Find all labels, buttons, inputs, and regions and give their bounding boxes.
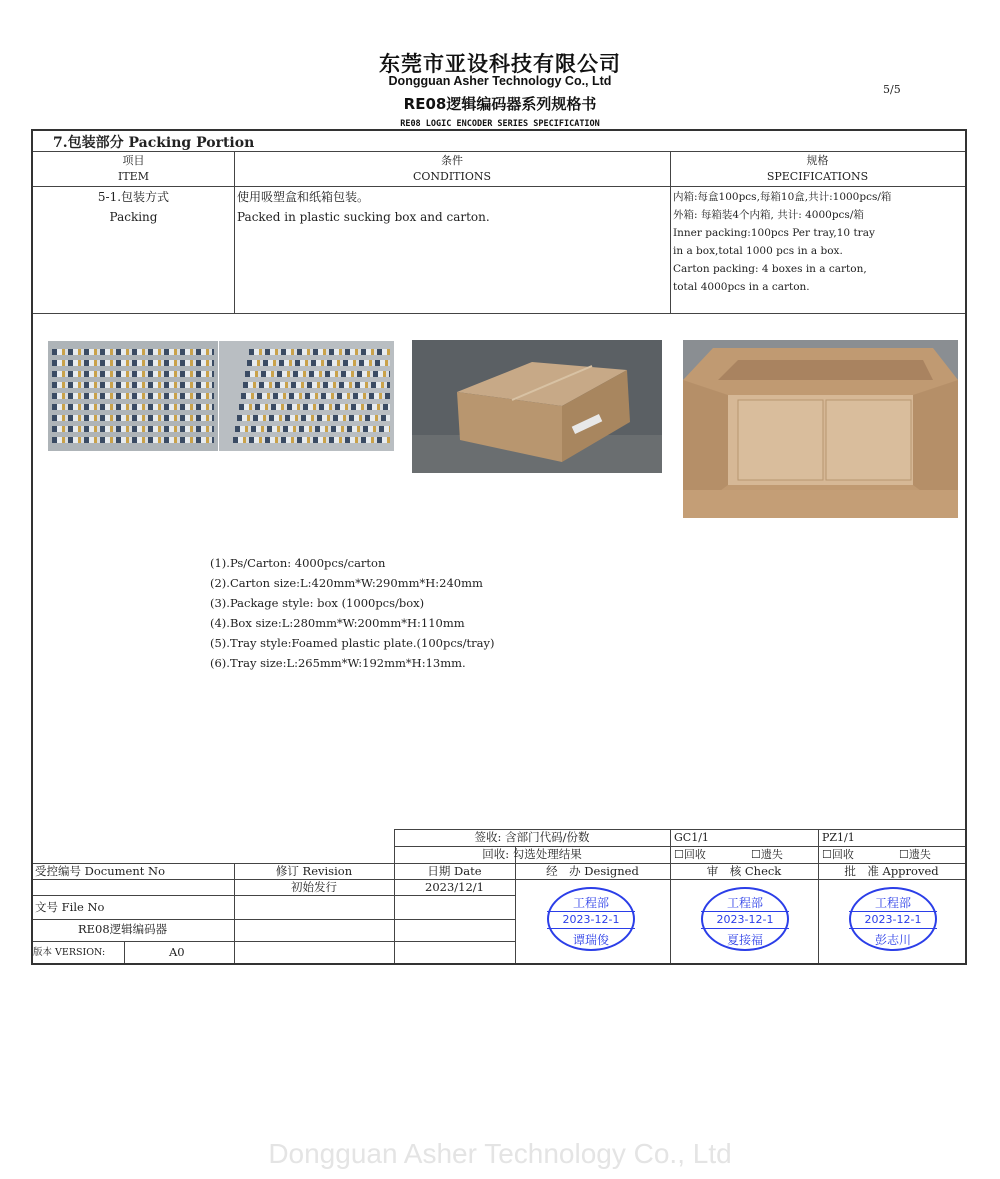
tray-photo-2	[219, 341, 394, 451]
stamp-date: 2023-12-1	[716, 913, 774, 926]
approved-stamp	[849, 887, 937, 951]
spec-table	[31, 129, 967, 965]
stamp-date: 2023-12-1	[864, 913, 922, 926]
spec-line: 内箱:每盒100pcs,每箱10盒,共计:1000pcs/箱	[673, 191, 892, 203]
stamp-name: 彭志川	[874, 933, 911, 947]
pz-recycle-checkbox[interactable]: ☐回收	[822, 848, 854, 861]
divider	[670, 829, 671, 963]
date-value: 2023/12/1	[425, 880, 484, 894]
designed-label: 经 办 Designed	[546, 864, 639, 878]
divider	[818, 829, 819, 963]
packing-note: (5).Tray style:Foamed plastic plate.(100pcs/tray)	[210, 636, 495, 650]
approved-label: 批 准 Approved	[844, 864, 939, 878]
file-no-value: RE08逻辑编码器	[78, 922, 168, 936]
stamp-dept: 工程部	[572, 896, 609, 910]
company-name-cn: 东莞市亚设科技有限公司	[379, 52, 621, 76]
divider	[124, 941, 125, 963]
document-no-label: 受控编号 Document No	[35, 864, 166, 878]
divider	[33, 895, 515, 896]
recycle-label: 回收: 勾选处理结果	[482, 847, 582, 861]
stamp-dept: 工程部	[726, 896, 763, 910]
company-name-en: Dongguan Asher Technology Co., Ltd	[388, 74, 612, 88]
pz-code: PZ1/1	[822, 831, 855, 844]
stamp-date: 2023-12-1	[562, 913, 620, 926]
spec-line: total 4000pcs in a carton.	[673, 281, 810, 293]
packing-note: (4).Box size:L:280mm*W:200mm*H:110mm	[210, 616, 465, 630]
check-label: 审 核 Check	[706, 864, 782, 878]
spec-line: in a box,total 1000 pcs in a box.	[673, 245, 843, 257]
gc-recycle-checkbox[interactable]: ☐回收	[674, 848, 706, 861]
watermark: Dongguan Asher Technology Co., Ltd	[268, 1138, 732, 1169]
col-item-en: ITEM	[118, 170, 149, 183]
packing-note: (2).Carton size:L:420mm*W:290mm*H:240mm	[210, 576, 483, 590]
divider	[33, 186, 965, 187]
col-conditions-cn: 条件	[441, 154, 463, 167]
sign-label: 签收: 含部门代码/份数	[474, 830, 590, 844]
closed-carton-photo	[412, 340, 662, 473]
designed-stamp	[547, 887, 635, 951]
spec-line: 外箱: 每箱装4个内箱, 共计: 4000pcs/箱	[673, 209, 864, 221]
file-no-label: 文号 File No	[35, 900, 105, 914]
section-title: 7.包装部分 Packing Portion	[53, 135, 255, 151]
open-carton-photo	[683, 340, 958, 518]
divider	[33, 151, 965, 152]
divider	[515, 846, 516, 963]
packing-note: (1).Ps/Carton: 4000pcs/carton	[210, 556, 386, 570]
gc-lost-checkbox[interactable]: ☐遗失	[751, 848, 783, 861]
divider	[33, 919, 515, 920]
pz-lost-checkbox[interactable]: ☐遗失	[899, 848, 931, 861]
stamp-name: 谭瑞俊	[572, 933, 609, 947]
spec-line: Inner packing:100pcs Per tray,10 tray	[673, 227, 875, 239]
col-item-cn: 项目	[122, 154, 145, 167]
stamp-dept: 工程部	[874, 896, 911, 910]
date-label: 日期 Date	[427, 864, 482, 878]
packing-note: (6).Tray size:L:265mm*W:192mm*H:13mm.	[210, 656, 466, 670]
gc-code: GC1/1	[674, 831, 709, 844]
divider	[234, 863, 235, 963]
spec-line: Carton packing: 4 boxes in a carton,	[673, 263, 867, 275]
divider	[33, 879, 965, 880]
item-packing-en: Packing	[109, 210, 158, 224]
page-number: 5/5	[883, 83, 901, 96]
check-stamp	[701, 887, 789, 951]
divider	[33, 941, 515, 942]
document-title-en: RE08 LOGIC ENCODER SERIES SPECIFICATION	[400, 119, 600, 129]
version-label: 版本 VERSION:	[33, 947, 106, 958]
revision-value: 初始发行	[291, 880, 337, 894]
revision-label: 修订 Revision	[275, 864, 353, 878]
col-conditions-en: CONDITIONS	[412, 170, 492, 183]
version-value: A0	[169, 945, 185, 959]
condition-cn: 使用吸塑盒和纸箱包装。	[237, 190, 370, 204]
divider	[394, 846, 965, 847]
divider	[33, 313, 965, 314]
item-packing-cn: 5-1.包装方式	[97, 190, 170, 204]
packing-note: (3).Package style: box (1000pcs/box)	[210, 596, 425, 610]
col-specifications-cn: 规格	[806, 154, 829, 167]
col-specifications-en: SPECIFICATIONS	[766, 170, 869, 183]
stamp-name: 夏接福	[726, 933, 763, 947]
tray-photo-1	[48, 341, 218, 451]
divider	[33, 863, 965, 864]
document-title-cn: RE08逻辑编码器系列规格书	[403, 95, 597, 113]
condition-en: Packed in plastic sucking box and carton.	[237, 210, 490, 224]
